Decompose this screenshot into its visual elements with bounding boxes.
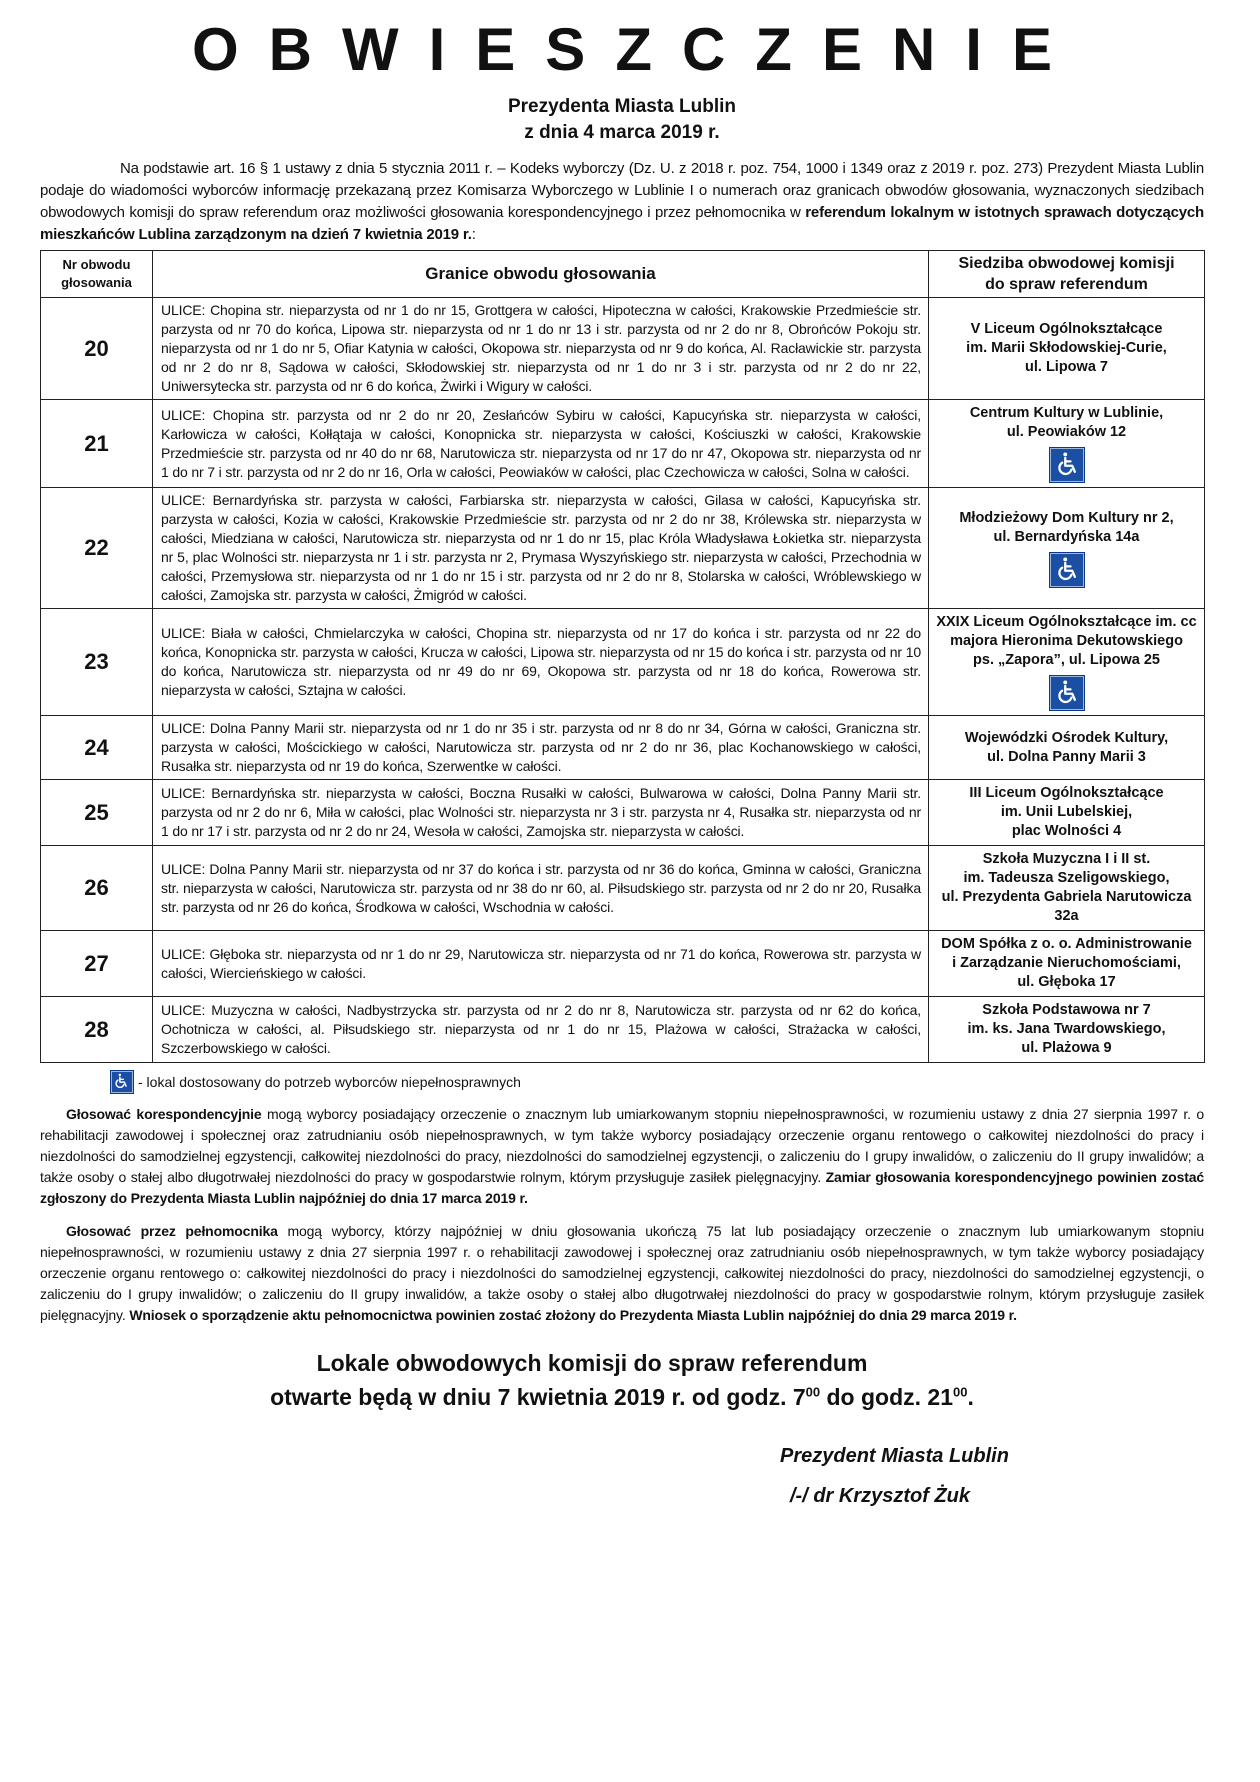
header-seat-line1: Siedziba obwodowej komisji [958, 255, 1175, 272]
district-boundaries: ULICE: Chopina str. parzysta od nr 2 do nr 20, Zesłańców Sybiru w całości, Kapucyńska str. nieparzysta w całości, Karłowicza w całości, Kołłątaja w całości, Konopnicka str. nieparzysta w całości, Kościuszki w całości, Krakowskie Przedmieście str. parzysta od nr 40 do nr 68, Narutowicza str. nieparzysta od nr 17 do nr 47, Okopowa str. nieparzysta od nr 1 do nr 7 i str. parzysta od nr 2 do nr 16, Orla w całości, Peowiaków w całości, plac Czechowicza w całości, Solna w całości. [161, 406, 921, 480]
seat-line: DOM Spółka z o. o. Administrowanie [941, 936, 1192, 952]
district-boundaries-cell [153, 400, 929, 488]
intro-end: : [471, 226, 476, 243]
commission-seat [929, 846, 1205, 931]
commission-seat [929, 931, 1205, 997]
district-number: 22 [41, 488, 153, 609]
districts-table [40, 250, 1205, 1063]
seat-line: ul. Dolna Panny Marii 3 [987, 748, 1146, 765]
seat-line: Szkoła Muzyczna I i II st. [982, 851, 1151, 867]
wheelchair-icon [1049, 675, 1085, 711]
document-page [40, 0, 1204, 1516]
seat-line: majora Hieronima Dekutowskiego [950, 633, 1183, 649]
closing-period: . [967, 1384, 974, 1411]
seat-line: Centrum Kultury w Lublinie, [969, 405, 1164, 421]
seat-line: ul. Lipowa 7 [1025, 359, 1108, 375]
correspondence-body: mogą wyborcy posiadający orzeczenie o znacznym lub umiarkowanym stopniu niepełnosprawności, w rozumieniu ustawy z dnia 27 sierpnia 1997 r. o rehabilitacji zawodowej i społecznej oraz zatrudnianiu osób niepełnosprawnych, w tym także wyborcy posiadający orzeczenie organu rentowego o całkowitej niezdolności do pracy i niezdolności do samodzielnej egzystencji, całkowitej niezdolności do pracy, niezdolności do samodzielnej egzystencji, o zaliczeniu do I grupy inwalidów, o zaliczeniu do II grupy inwalidów; a także osoby o stałej albo długotrwałej niezdolności do pracy w gospodarstwie rolnym, którym przysługuje zasiłek pielęgnacyjny. [40, 1106, 1204, 1186]
district-boundaries: ULICE: Bernardyńska str. nieparzysta w całości, Boczna Rusałki w całości, Bulwarowa w całości, Dolna Panny Marii str. parzysta od nr 2 do nr 6, Miła w całości, plac Wolności str. nieparzysta nr 3 i str. parzysta nr 4, Rusałka str. nieparzysta od nr 1 do nr 17 i str. parzysta od nr 2 do nr 24, Wesoła w całości, Zamojska str. nieparzysta w całości. [161, 785, 921, 839]
seat-line: 32a [1054, 908, 1079, 924]
closing-line2-text-b: do godz. 21 [820, 1384, 953, 1411]
commission-seat [929, 298, 1205, 400]
legend [110, 1069, 1204, 1094]
intro-text: Na podstawie art. 16 § 1 ustawy z dnia 5 stycznia 2011 r. – Kodeks wyborczy (Dz. U. z 2018 r. poz. 754, 1000 i 1349 oraz z 2019 r. poz. 273) Prezydent Miasta Lublin podaje do wiadomości wyborców informację przekazaną przez Komisarza Wyborczego w Lublinie I o numerach oraz granicach obwodów głosowania, wyznaczonych siedzibach obwodowych komisji do spraw referendum oraz możliwości głosowania korespondencyjnego i przez pełnomocnika w [40, 160, 1204, 221]
district-number: 28 [41, 997, 153, 1063]
district-boundaries: ULICE: Biała w całości, Chmielarczyka w całości, Chopina str. nieparzysta od nr 17 do końca i str. parzysta od nr 22 do końca, Konopnicka str. parzysta w całości, Krucza w całości, Lipowa str. nieparzysta od nr 15 do końca i str. parzysta od nr 10 do końca, Narutowicza str. nieparzysta od nr 49 do nr 69, Okopowa str. parzysta od nr 18 do końca, Rowerowa str. nieparzysta w całości, Sztajna w całości. [161, 625, 921, 698]
seat-line: XXIX Liceum Ogólnokształcące im. cc [936, 614, 1197, 630]
table-row [41, 609, 1205, 716]
proxy-lead: Głosować przez pełnomocnika [66, 1223, 278, 1240]
commission-seat [929, 609, 1205, 716]
district-boundaries: ULICE: Chopina str. nieparzysta od nr 1 do nr 15, Grottgera w całości, Hipoteczna w całości, Krakowskie Przedmieście str. parzysta od nr 70 do końca, Lipowa str. nieparzysta od nr 1 do nr 13 i str. parzysta od nr 2 do nr 8, Obrońców Pokoju str. nieparzysta od nr 1 do nr 5, Ofiar Katynia w całości, Okopowa str. nieparzysta od nr 9 do końca, Al. Racławickie str. parzysta od nr 2 do nr 8, Sądowa w całości, Skłodowskiej str. nieparzysta od nr 1 do nr 3 i str. parzysta od nr 2 do nr 22, Uniwersytecka str. parzysta od nr 6 do końca, Żwirki i Wigury w całości. [161, 302, 921, 394]
close-hour-minutes: 00 [953, 1384, 968, 1400]
intro-paragraph [40, 158, 1204, 246]
seat-line: ul. Prezydenta Gabriela Narutowicza [941, 889, 1192, 905]
closing-line2 [40, 1380, 1204, 1414]
correspondence-lead: Głosować korespondencyjnie [66, 1106, 262, 1123]
district-boundaries-cell [153, 298, 929, 400]
wheelchair-icon [1049, 447, 1085, 483]
document-title: OBWIESZCZENIE [191, 16, 1082, 83]
district-boundaries-cell [153, 997, 929, 1063]
district-boundaries-cell [153, 609, 929, 716]
opening-hours-notice [40, 1346, 1204, 1414]
seat-line: V Liceum Ogólnokształcące [970, 321, 1163, 337]
wheelchair-icon [110, 1070, 134, 1094]
seat-line: ul. Głęboka 17 [1017, 974, 1116, 990]
district-number: 27 [41, 931, 153, 997]
district-boundaries: ULICE: Dolna Panny Marii str. nieparzysta od nr 1 do nr 35 i str. parzysta od nr 8 do nr 34, Górna w całości, Graniczna str. parzysta w całości, Mościckiego w całości, Narutowicza str. parzysta od nr 2 do nr 36, plac Kochanowskiego w całości, Rusałka str. nieparzysta od nr 19 do końca, Szerwentke w całości. [161, 720, 921, 774]
open-hour-minutes: 00 [805, 1384, 821, 1400]
seat-line: i Zarządzanie Nieruchomościami, [952, 955, 1181, 971]
seat-line: ps. „Zapora”, ul. Lipowa 25 [973, 652, 1160, 668]
commission-seat [929, 488, 1205, 609]
district-number: 23 [41, 609, 153, 716]
closing-line2-text: otwarte będą w dniu 7 kwietnia 2019 r. od godz. 7 [270, 1384, 806, 1411]
district-boundaries: ULICE: Muzyczna w całości, Nadbystrzycka str. parzysta od nr 2 do nr 8, Narutowicza str. parzysta od nr 62 do końca, Ochotnicza w całości, al. Piłsudskiego str. nieparzysta od nr 1 do nr 15, Plażowa w całości, Strażacka w całości, Szczerbowskiego w całości. [161, 1002, 921, 1056]
seat-line: Wojewódzki Ośrodek Kultury, [964, 729, 1169, 746]
district-boundaries: ULICE: Dolna Panny Marii str. nieparzysta od nr 37 do końca i str. parzysta od nr 36 do końca, Gminna w całości, Graniczna str. nieparzysta w całości, Narutowicza str. parzysta od nr 38 do nr 60, al. Piłsudskiego str. parzysta od nr 2 do nr 20, Rusałka str. parzysta od nr 26 do końca, Środkowa w całości, Wschodnia w całości. [161, 860, 921, 915]
district-number: 21 [41, 400, 153, 488]
seat-line: ul. Plażowa 9 [1021, 1040, 1112, 1056]
legend-text: - lokal dostosowany do potrzeb wyborców niepełnosprawnych [138, 1074, 521, 1091]
district-number: 26 [41, 846, 153, 931]
table-row [41, 298, 1205, 400]
signature-name: /-/ dr Krzysztof Żuk [790, 1485, 971, 1508]
document-subtitle [40, 94, 1204, 146]
header-boundaries: Granice obwodu głosowania [153, 251, 929, 298]
correspondence-voting-paragraph [40, 1104, 1204, 1209]
signature-role: Prezydent Miasta Lublin [780, 1445, 1009, 1468]
table-row [41, 846, 1205, 931]
signature-block [780, 1436, 1204, 1516]
commission-seat [929, 716, 1205, 780]
table-row [41, 780, 1205, 846]
header-seat [929, 251, 1205, 298]
table-header-row [41, 251, 1205, 298]
district-boundaries-cell [153, 780, 929, 846]
seat-line: Szkoła Podstawowa nr 7 [982, 1002, 1151, 1018]
closing-line1: Lokale obwodowych komisji do spraw referendum [316, 1350, 868, 1377]
table-row [41, 997, 1205, 1063]
seat-line: im. Marii Skłodowskiej-Curie, [966, 340, 1167, 356]
commission-seat [929, 400, 1205, 488]
seat-line: Młodzieżowy Dom Kultury nr 2, [959, 509, 1174, 526]
district-boundaries-cell [153, 716, 929, 780]
wheelchair-icon [1049, 552, 1085, 588]
proxy-voting-paragraph [40, 1221, 1204, 1326]
issue-date: z dnia 4 marca 2019 r. [524, 122, 720, 143]
table-row [41, 400, 1205, 488]
district-number: 20 [41, 298, 153, 400]
district-boundaries-cell [153, 488, 929, 609]
commission-seat [929, 997, 1205, 1063]
seat-line: im. Unii Lubelskiej, [1000, 804, 1133, 820]
district-number: 25 [41, 780, 153, 846]
seat-line: im. Tadeusza Szeligowskiego, [963, 870, 1170, 886]
seat-line: ul. Peowiaków 12 [1006, 424, 1127, 440]
proxy-body: mogą wyborcy, którzy najpóźniej w dniu głosowania ukończą 75 lat lub posiadający orzeczenie o znacznym lub umiarkowanym stopniu niepełnosprawności, w rozumieniu ustawy z dnia 27 sierpnia 1997 r. o rehabilitacji zawodowej i społecznej oraz zatrudnianiu osób niepełnosprawnych, w tym także wyborcy posiadający orzeczenie organu rentowego o: całkowitej niezdolności do pracy i niezdolności do samodzielnej egzystencji, całkowitej niezdolności do pracy, niezdolności do samodzielnej egzystencji, o zaliczeniu do I grupy inwalidów; o zaliczeniu do II grupy inwalidów, a także osoby o stałej albo długotrwałej niezdolności do pracy w gospodarstwie rolnym, którym przysługuje zasiłek pielęgnacyjny. [40, 1223, 1205, 1324]
table-row [41, 716, 1205, 780]
district-number: 24 [41, 716, 153, 780]
seat-line: im. ks. Jana Twardowskiego, [967, 1021, 1166, 1037]
seat-line: ul. Bernardyńska 14a [993, 528, 1140, 545]
district-boundaries-cell [153, 846, 929, 931]
seat-line: plac Wolności 4 [1011, 823, 1122, 839]
intro-bold-text: referendum lokalnym w istotnych sprawach dotyczących mieszkańców Lublina zarządzonym na dzień 7 kwietnia 2019 r. [40, 204, 1204, 243]
district-boundaries: ULICE: Głęboka str. nieparzysta od nr 1 do nr 29, Narutowicza str. nieparzysta od nr 71 do końca, Rowerowa str. parzysta w całości, Wiercieńskiego w całości. [161, 945, 921, 981]
header-seat-line2: do spraw referendum [985, 276, 1148, 293]
table-row [41, 488, 1205, 609]
commission-seat [929, 780, 1205, 846]
table-row [41, 931, 1205, 997]
header-number: Nr obwodu głosowania [41, 251, 153, 298]
correspondence-deadline: Zamiar głosowania korespondencyjnego powinien zostać zgłoszony do Prezydenta Miasta Lublin najpóźniej do dnia 17 marca 2019 r. [40, 1169, 1204, 1207]
issuer: Prezydenta Miasta Lublin [507, 96, 737, 117]
district-boundaries-cell [153, 931, 929, 997]
district-boundaries: ULICE: Bernardyńska str. parzysta w całości, Farbiarska str. nieparzysta w całości, Gilasa w całości, Kapucyńska str. parzysta w całości, Kozia w całości, Krakowskie Przedmieście str. parzysta od nr 2 do nr 38, Królewska str. nieparzysta w całości, Miedziana w całości, Narutowicza str. nieparzysta od nr 1 do nr 15, plac Króla Władysława Łokietka str. nieparzysta nr 5, plac Wolności str. nieparzysta nr 1 i str. parzysta nr 2, Prymasa Wyszyńskiego str. nieparzysta w całości, Przechodnia w całości, Przemysłowa str. nieparzysta od nr 1 do nr 15 i str. parzysta od nr 2 do nr 8, Stolarska w całości, Wróblewskiego w całości, Zamojska str. parzysta w całości, Żmigród w całości. [161, 492, 921, 603]
seat-line: III Liceum Ogólnokształcące [969, 785, 1164, 801]
proxy-deadline: Wniosek o sporządzenie aktu pełnomocnictwa powinien zostać złożony do Prezydenta Miasta Lublin najpóźniej do dnia 29 marca 2019 r. [129, 1307, 1017, 1324]
